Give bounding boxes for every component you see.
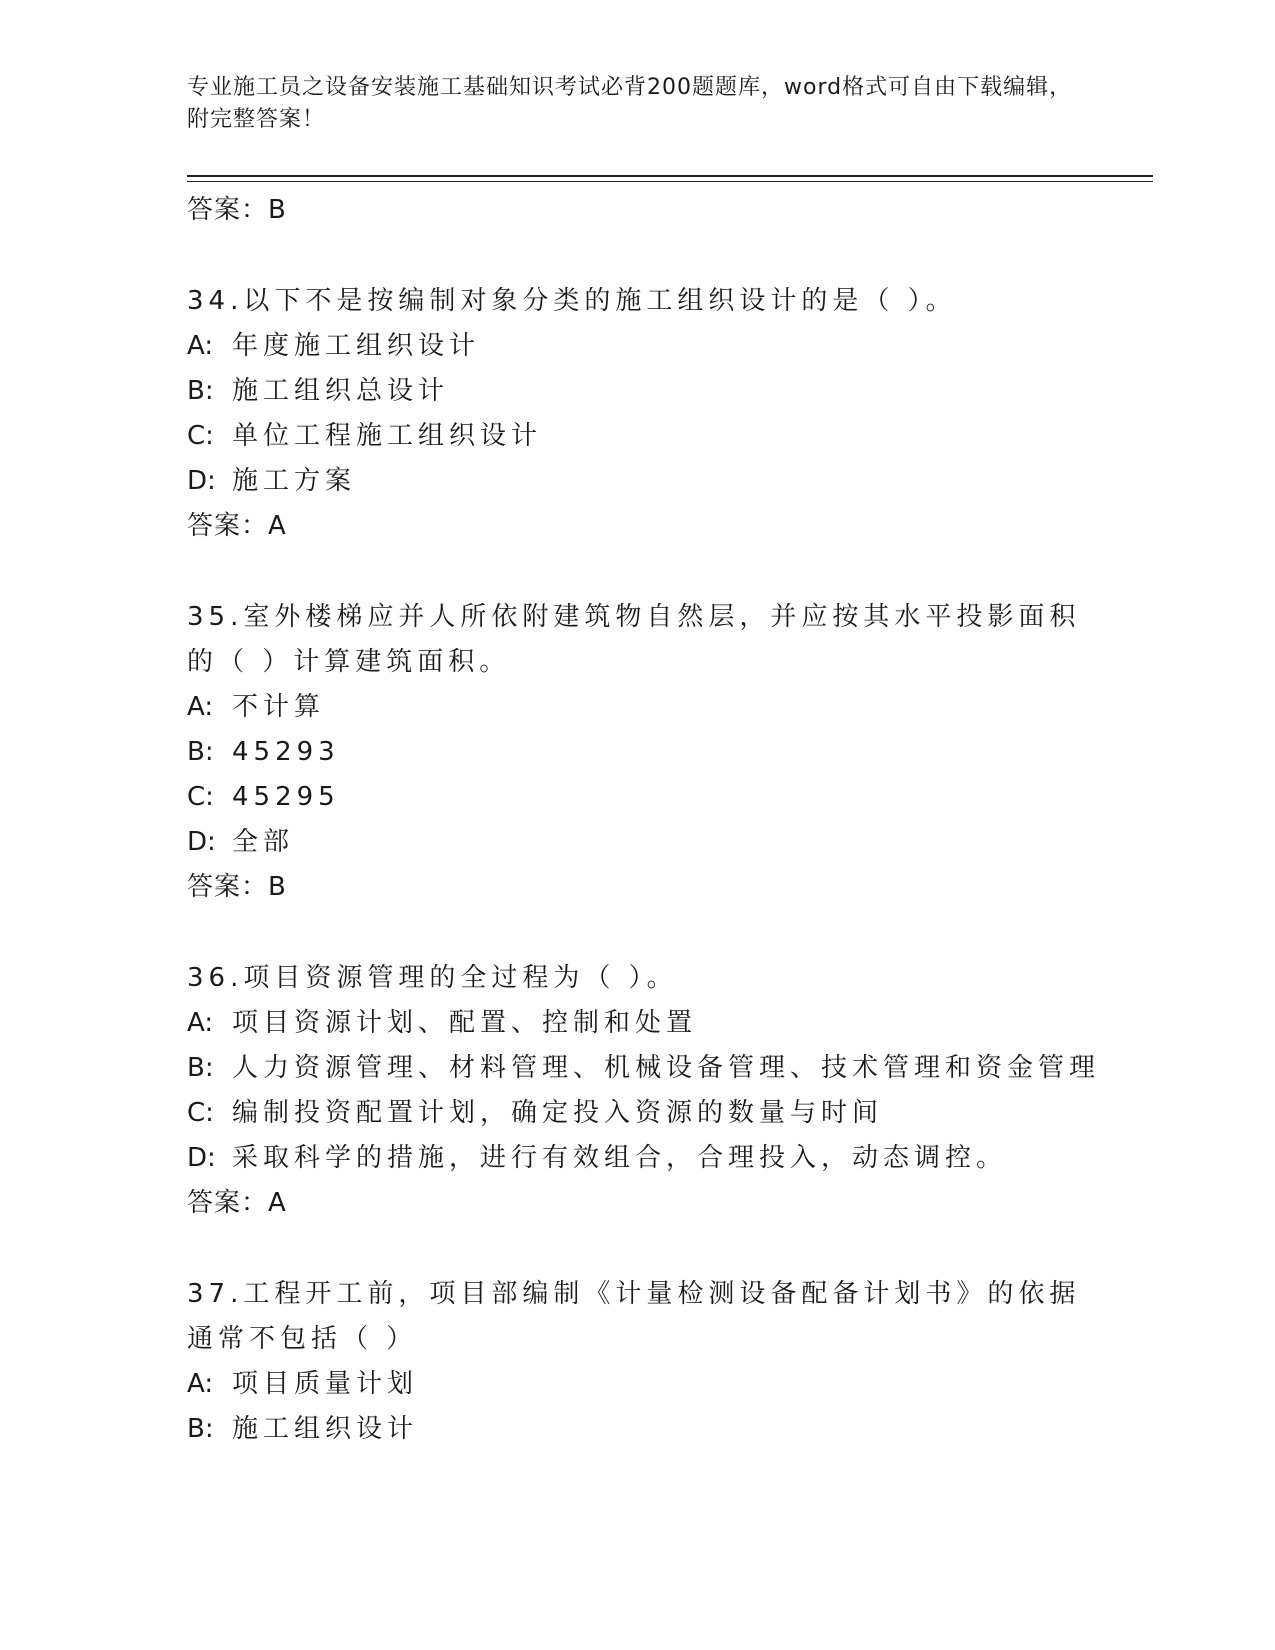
- option-letter: A:: [187, 331, 214, 361]
- option-text: 施工组织设计: [232, 1414, 419, 1444]
- option-b: [187, 730, 1087, 775]
- option-b: [187, 1407, 1087, 1452]
- option-letter: B:: [187, 1414, 214, 1444]
- option-letter: B:: [187, 376, 214, 406]
- header-divider-thin: [187, 181, 1153, 182]
- option-text: 不计算: [232, 692, 326, 722]
- spacer: [187, 910, 1087, 956]
- answer-36: 答案：A: [187, 1188, 287, 1218]
- option-text: 全部: [232, 827, 295, 857]
- option-text: 施工组织总设计: [232, 376, 450, 406]
- question-text: 35.室外楼梯应并人所依附建筑物自然层，并应按其水平投影面积的（ ）计算建筑面积。: [187, 602, 1081, 677]
- option-b: [187, 1046, 1101, 1091]
- document-header: [187, 72, 1087, 136]
- option-a: [187, 685, 1087, 730]
- header-title: 专业施工员之设备安装施工基础知识考试必背200题题库，word格式可自由下载编辑，附完整答案！: [187, 75, 1073, 132]
- option-text: 采取科学的措施，进行有效组合，合理投入，动态调控。: [232, 1143, 1008, 1173]
- option-text: 项目质量计划: [232, 1369, 419, 1399]
- answer-35: 答案：B: [187, 872, 287, 902]
- option-text: 编制投资配置计划，确定投入资源的数量与时间: [232, 1098, 884, 1128]
- option-letter: C:: [187, 782, 214, 812]
- question-37: [187, 1272, 1087, 1452]
- option-text: 施工方案: [232, 466, 357, 496]
- spacer: [187, 233, 1087, 279]
- question-text: 34.以下不是按编制对象分类的施工组织设计的是（ ）。: [187, 286, 957, 316]
- option-c: [187, 414, 1087, 459]
- option-text: 人力资源管理、材料管理、机械设备管理、技术管理和资金管理: [232, 1053, 1101, 1083]
- option-text: 项目资源计划、配置、控制和处置: [232, 1008, 698, 1038]
- option-text: 45293: [232, 737, 340, 767]
- option-letter: B:: [187, 737, 214, 767]
- option-text: 单位工程施工组织设计: [232, 421, 543, 451]
- option-letter: A:: [187, 1369, 214, 1399]
- document-body: [187, 188, 1101, 1452]
- answer-33: 答案：B: [187, 195, 287, 225]
- option-letter: D:: [187, 827, 216, 857]
- option-d: [187, 820, 1087, 865]
- option-b: [187, 369, 1087, 414]
- question-text: 37.工程开工前，项目部编制《计量检测设备配备计划书》的依据通常不包括（ ）: [187, 1279, 1081, 1354]
- header-divider-thick: [187, 175, 1153, 177]
- option-text: 45295: [232, 782, 340, 812]
- option-c: [187, 1091, 1087, 1136]
- option-a: [187, 1001, 1087, 1046]
- option-letter: B:: [187, 1053, 214, 1083]
- question-35: [187, 595, 1087, 910]
- spacer: [187, 1226, 1087, 1272]
- answer-34: 答案：A: [187, 511, 287, 541]
- question-36: [187, 956, 1101, 1226]
- question-34: [187, 279, 1087, 549]
- option-a: [187, 1362, 1087, 1407]
- option-a: [187, 324, 1087, 369]
- question-text: 36.项目资源管理的全过程为（ ）。: [187, 963, 678, 993]
- option-letter: D:: [187, 466, 216, 496]
- option-letter: C:: [187, 1098, 214, 1128]
- option-c: [187, 775, 1087, 820]
- option-d: [187, 1136, 1087, 1181]
- option-d: [187, 459, 1087, 504]
- option-text: 年度施工组织设计: [232, 331, 481, 361]
- spacer: [187, 549, 1087, 595]
- option-letter: A:: [187, 692, 214, 722]
- option-letter: A:: [187, 1008, 214, 1038]
- option-letter: C:: [187, 421, 214, 451]
- option-letter: D:: [187, 1143, 216, 1173]
